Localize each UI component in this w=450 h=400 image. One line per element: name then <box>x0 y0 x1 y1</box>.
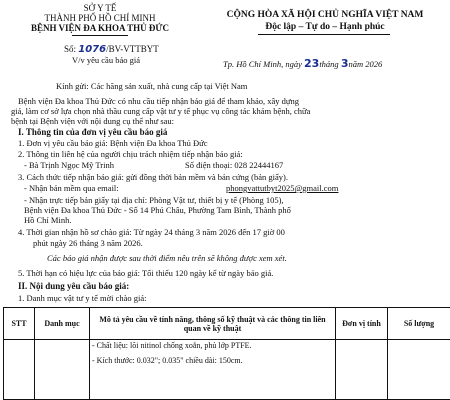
table-row <box>4 340 450 400</box>
paper-address-line: Bệnh viện Đa khoa Thủ Đức - Số 14 Phú Châu, Phường Tam Bình, Thành phố <box>24 205 291 215</box>
intro-line: Bệnh viện Đa khoa Thủ Đức có nhu cầu tiếp nhận báo giá để tham khảo, xây dựng <box>18 96 299 106</box>
contact-name: - Bà Trịnh Ngọc Mỹ Trinh <box>24 160 114 170</box>
section1-item2: 2. Thông tin liên hệ của người chịu trách nhiệm tiếp nhận báo giá: <box>18 149 243 159</box>
header-category: Danh mục <box>35 308 90 340</box>
date-month-handwritten: 3 <box>340 57 349 70</box>
city-name: THÀNH PHỐ HỒ CHÍ MINH <box>44 13 156 23</box>
cell-stt <box>4 340 35 400</box>
cell-quantity <box>388 340 450 400</box>
document-number: Số: 1076/BV-VTTBYT <box>64 44 159 55</box>
left-header-rule <box>72 35 128 36</box>
cell-category <box>35 340 90 400</box>
section2-item1: 1. Danh mục vật tư y tế mời chào giá: <box>18 293 147 303</box>
section1-title: I. Thông tin của đơn vị yêu cầu báo giá <box>18 127 168 137</box>
document-subject: V/v yêu cầu báo giá <box>72 55 140 65</box>
section1-item1: 1. Đơn vị yêu cầu báo giá: Bệnh viện Đa khoa Thủ Đức <box>18 138 208 148</box>
table-header-row <box>4 308 450 340</box>
document-date: Tp. Hồ Chí Minh, ngày 23tháng 3năm 2026 <box>223 57 383 70</box>
intro-line: giá, làm cơ sở lựa chọn nhà thầu cung cấp vật tư y tế phục vụ công tác khám bệnh, chữa <box>11 106 311 116</box>
materials-table <box>3 307 450 400</box>
section2-title: II. Nội dung yêu cầu báo giá: <box>18 281 130 291</box>
ministry-name: SỞ Y TẾ <box>83 3 117 13</box>
nation-title: CỘNG HÒA XÃ HỘI CHỦ NGHĨA VIỆT NAM <box>226 10 424 20</box>
description-line: - Chất liệu: lõi nitinol chống xoắn, phủ lớp PTFE. <box>92 341 252 350</box>
header-quantity: Số lượng <box>388 308 450 340</box>
nation-motto: Độc lập – Tự do – Hạnh phúc <box>265 22 385 32</box>
late-submission-note: Các báo giá nhận được sau thời điểm nêu trên sẽ không được xem xét. <box>47 253 287 263</box>
intro-line: bệnh tại Bệnh viện với nội dung cụ thể như sau: <box>11 116 175 126</box>
contact-phone: Số điện thoại: 028 22444167 <box>185 160 284 170</box>
email-label: - Nhận bản mềm qua email: <box>24 183 119 193</box>
section1-item5: 5. Thời hạn có hiệu lực của báo giá: Tối thiểu 120 ngày kể từ ngày báo giá. <box>18 268 274 278</box>
header-description: Mô tả yêu cầu về tính năng, thông số kỹ thuật và các thông tin liên quan về kỹ thuật <box>90 308 336 340</box>
header-stt: STT <box>4 308 35 340</box>
right-header-rule <box>258 34 390 35</box>
header-unit: Đơn vị tính <box>336 308 388 340</box>
cell-description <box>90 340 336 400</box>
section1-item4: 4. Thời gian nhận hồ sơ chào giá: Từ ngày 24 tháng 3 năm 2026 đến 17 giờ 00 <box>18 227 285 237</box>
date-day-handwritten: 23 <box>304 57 320 70</box>
section1-item3: 3. Cách thức tiếp nhận báo giá: gửi đồng thời bản mềm và bản cứng (bản giấy). <box>18 172 288 182</box>
email-link[interactable]: phongvattutbyt2025@gmail.com <box>226 183 339 193</box>
hospital-name: BỆNH VIỆN ĐA KHOA THỦ ĐỨC <box>30 23 170 33</box>
paper-address-line: - Nhận trực tiếp bản giấy tại địa chỉ: Phòng Vật tư, thiết bị y tế (Phòng 105), <box>24 195 284 205</box>
paper-address-line: Hồ Chí Minh. <box>24 215 72 225</box>
cell-unit <box>336 340 388 400</box>
document-number-handwritten: 1076 <box>78 44 107 55</box>
description-line: - Kích thước: 0.032"; 0.035" chiều dài: 150cm. <box>92 356 243 365</box>
salutation: Kính gửi: Các hãng sản xuất, nhà cung cấp tại Việt Nam <box>56 81 248 91</box>
section1-item4-cont: phút ngày 26 tháng 3 năm 2026. <box>33 238 143 248</box>
